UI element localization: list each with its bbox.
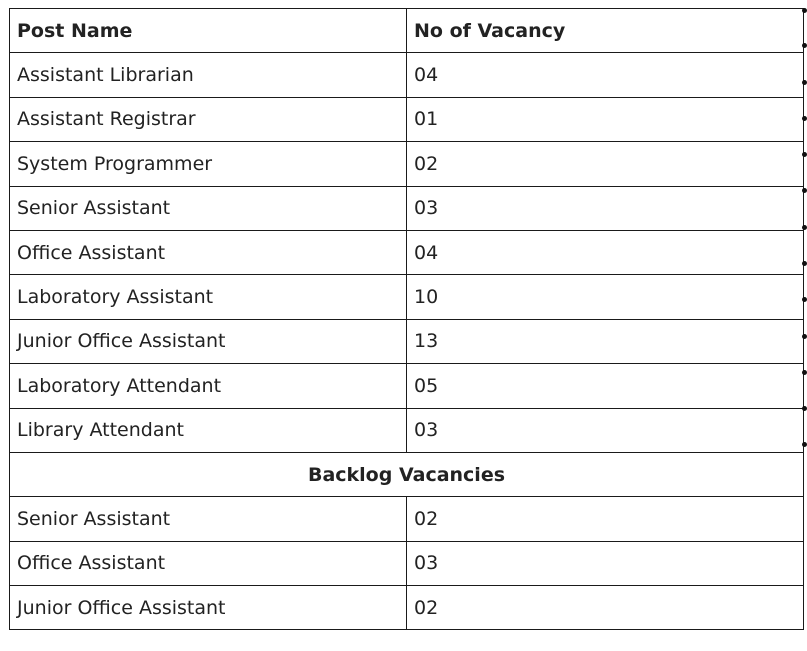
- bullet-icon: [802, 297, 807, 302]
- bullet-icon: [802, 442, 807, 447]
- table-row: [10, 97, 804, 141]
- post-name-cell: Library Attendant: [10, 408, 407, 452]
- clipped-bullet-column: [800, 0, 807, 651]
- bullet-icon: [802, 370, 807, 375]
- post-name-cell: Laboratory Assistant: [10, 275, 407, 319]
- vacancy-count-cell: 03: [407, 186, 804, 230]
- post-name-cell: Junior Office Assistant: [10, 319, 407, 363]
- table-row: [10, 586, 804, 630]
- post-name-cell: Senior Assistant: [10, 497, 407, 541]
- bullet-icon: [802, 225, 807, 230]
- post-name-cell: Junior Office Assistant: [10, 586, 407, 630]
- vacancy-count-cell: 01: [407, 97, 804, 141]
- bullet-icon: [802, 152, 807, 157]
- table-row: [10, 186, 804, 230]
- vacancy-count-cell: 02: [407, 142, 804, 186]
- post-name-cell: Office Assistant: [10, 230, 407, 274]
- post-name-cell: Laboratory Attendant: [10, 364, 407, 408]
- post-name-cell: System Programmer: [10, 142, 407, 186]
- post-name-cell: Senior Assistant: [10, 186, 407, 230]
- bullet-icon: [802, 80, 807, 85]
- vacancy-table: [9, 8, 804, 630]
- post-name-cell: Assistant Registrar: [10, 97, 407, 141]
- bullet-icon: [802, 116, 807, 121]
- table-row: [10, 275, 804, 319]
- table-row: [10, 230, 804, 274]
- table-row: [10, 541, 804, 585]
- backlog-heading-row: [10, 452, 804, 496]
- table-row: [10, 364, 804, 408]
- bullet-icon: [802, 261, 807, 266]
- post-name-cell: Office Assistant: [10, 541, 407, 585]
- vacancy-count-cell: 03: [407, 408, 804, 452]
- header-post-name: Post Name: [10, 9, 407, 53]
- vacancy-count-cell: 03: [407, 541, 804, 585]
- bullet-icon: [802, 188, 807, 193]
- vacancy-count-cell: 04: [407, 230, 804, 274]
- backlog-vacancies-heading: Backlog Vacancies: [10, 452, 804, 496]
- bullet-icon: [802, 406, 807, 411]
- post-name-cell: Assistant Librarian: [10, 53, 407, 97]
- bullet-icon: [802, 43, 807, 48]
- table-row: [10, 408, 804, 452]
- bullet-icon: [802, 8, 807, 13]
- table-row: [10, 53, 804, 97]
- header-no-of-vacancy: No of Vacancy: [407, 9, 804, 53]
- bullet-icon: [802, 334, 807, 339]
- vacancy-count-cell: 10: [407, 275, 804, 319]
- vacancy-count-cell: 05: [407, 364, 804, 408]
- table-header-row: [10, 9, 804, 53]
- vacancy-count-cell: 04: [407, 53, 804, 97]
- table-row: [10, 142, 804, 186]
- table-row: [10, 497, 804, 541]
- vacancy-count-cell: 02: [407, 497, 804, 541]
- table-row: [10, 319, 804, 363]
- vacancy-count-cell: 02: [407, 586, 804, 630]
- vacancy-count-cell: 13: [407, 319, 804, 363]
